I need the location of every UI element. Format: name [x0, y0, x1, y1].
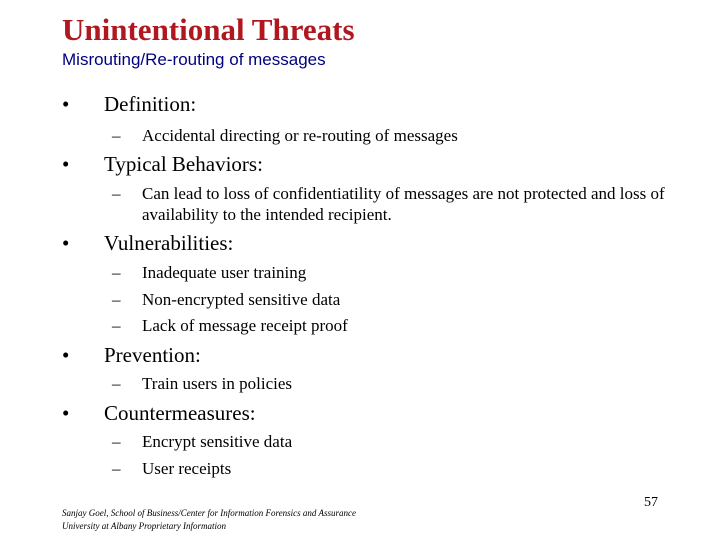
dash-icon: –	[112, 263, 121, 282]
sub-item-text: Accidental directing or re-routing of messages	[142, 126, 458, 145]
slide-title: Unintentional Threats	[62, 12, 355, 47]
bullet-icon: •	[62, 401, 70, 425]
bullet-icon: •	[62, 92, 70, 116]
bullet-icon: •	[62, 231, 70, 255]
dash-icon: –	[112, 316, 121, 335]
sub-item-text: Encrypt sensitive data	[142, 432, 293, 451]
footer-line: Sanjay Goel, School of Business/Center for Information Forensics and Assurance	[62, 508, 356, 518]
bullet-icon: •	[62, 343, 70, 367]
dash-icon: –	[112, 432, 121, 451]
sub-item-text: User receipts	[142, 459, 232, 478]
dash-icon: –	[112, 290, 121, 309]
bullet-heading: Definition:	[104, 92, 197, 116]
dash-icon: –	[112, 126, 121, 145]
dash-icon: –	[112, 459, 121, 478]
bullet-heading: Vulnerabilities:	[104, 231, 234, 255]
bullet-icon: •	[62, 152, 70, 176]
bullet-heading: Typical Behaviors:	[104, 152, 263, 176]
sub-item-text: Lack of message receipt proof	[142, 316, 348, 335]
sub-item-text: Can lead to loss of confidentiatility of messages are not protected and loss of availability to the intended recipient.	[142, 184, 665, 224]
slide-subtitle: Misrouting/Re-routing of messages	[62, 50, 326, 69]
sub-item-text: Non-encrypted sensitive data	[142, 290, 341, 309]
page-number: 57	[644, 495, 658, 510]
sub-item-text: Inadequate user training	[142, 263, 307, 282]
bullet-heading: Prevention:	[104, 343, 201, 367]
sub-item-text: Train users in policies	[142, 374, 293, 393]
bullet-heading: Countermeasures:	[104, 401, 256, 425]
dash-icon: –	[112, 374, 121, 393]
footer	[62, 507, 356, 533]
dash-icon: –	[112, 184, 121, 203]
footer-line: University at Albany Proprietary Information	[62, 521, 226, 531]
